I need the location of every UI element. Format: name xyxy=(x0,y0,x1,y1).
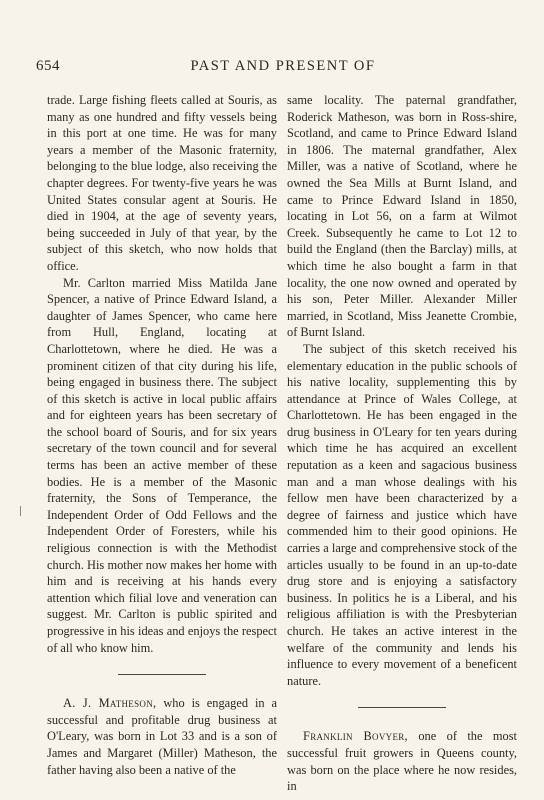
right-column xyxy=(287,92,517,795)
section-divider xyxy=(358,707,446,708)
bovyer-intro-text: one of the most successful fruit growers in Queens county, was born on the place where he now resides, in xyxy=(287,729,517,794)
paragraph-continued: trade. Large fishing fleets called at Souris, as many as one hundred and fifty vessels being in this port at one time. He was for many years a member of the Masonic fraternity, belonging to the blue lodge, also receiving the chapter degrees. For twenty-five years he was United States consular agent at Souris. He died in 1904, at the age of seventy years, being succeeded in July of that year, by the subject of this sketch, who now holds that office. xyxy=(47,93,277,273)
running-title: PAST AND PRESENT OF xyxy=(190,58,376,74)
paragraph-bovyer-intro xyxy=(287,728,517,794)
entry-name-matheson: A. J. Matheson, xyxy=(63,696,157,711)
page-header xyxy=(28,52,518,76)
paragraph-matheson-ancestry: same locality. The paternal grandfather, Roderick Matheson, was born in Ross-shire, Scotland, and came to Prince Edward Island in 1806. The maternal grandfather, Alex Miller, was a native of Scotland, where he owned the Sea Mills at Burnt Island, and came to Prince Edward Island in 1850, locating in Lot 56, on a farm at Wilmot Creek. Subsequently he came to Lot 12 to build the England (then the Barclay) mills, at which time he also bought a farm in that locality, the one now owned and operated by his son, Peter Miller. Alexander Miller married, in Scotland, Miss Jeanette Crombie, of Burnt Island. xyxy=(287,93,517,340)
matheson-intro-text: who is engaged in a successful and profitable drug business at O'Leary, was born in Lot 33 and is a son of James and Margaret (Miller) Matheson, the father having also been a native of the xyxy=(47,696,277,777)
left-column xyxy=(47,92,277,778)
paragraph-matheson-intro xyxy=(47,695,277,778)
paragraph-carlton-family: Mr. Carlton married Miss Matilda Jane Spencer, a native of Prince Edward Island, a daughter of James Spencer, who came here from Hull, England, locating at Charlottetown, where he died. He was a prominent citizen of that city during his life, being engaged in business there. The subject of this sketch is active in local public affairs and for eighteen years has been secretary of the school board of Souris, and for six years secretary of the town council and for several terms has been an active member of these bodies. He is a member of the Masonic fraternity, the Sons of Temperance, the Independent Order of Odd Fellows and the Independent Order of Foresters, while his religious connection is with the Methodist church. His mother now makes her home with him and is receiving at his hands every attention which filial love and veneration can suggest. Mr. Carlton is public spirited and progressive in his ideas and enjoys the respect of all who know him. xyxy=(47,275,277,655)
page-number: 654 xyxy=(36,58,60,74)
entry-name-bovyer: Franklin Bovyer, xyxy=(303,729,408,744)
paragraph-matheson-career: The subject of this sketch received his elementary education in the public schools of his native locality, supplementing this by attendance at Prince of Wales College, at Charlottetown. He has been engaged in the drug business in O'Leary for ten years during which time he has acquired an excellent reputation as a keen and sagacious business man and a man whose dealings with his fellow men have been characterized by a degree of fairness and justice which have commended him to their good opinions. He carries a large and comprehensive stock of the articles usually to be found in an up-to-date drug store and is enjoying a satisfactory business. In politics he is a Liberal, and his religious affiliation is with the Presbyterian church. He takes an active interest in the welfare of the community and lends his influence to every movement of a beneficent nature. xyxy=(287,341,517,688)
section-divider xyxy=(118,674,206,675)
margin-mark xyxy=(20,506,21,516)
